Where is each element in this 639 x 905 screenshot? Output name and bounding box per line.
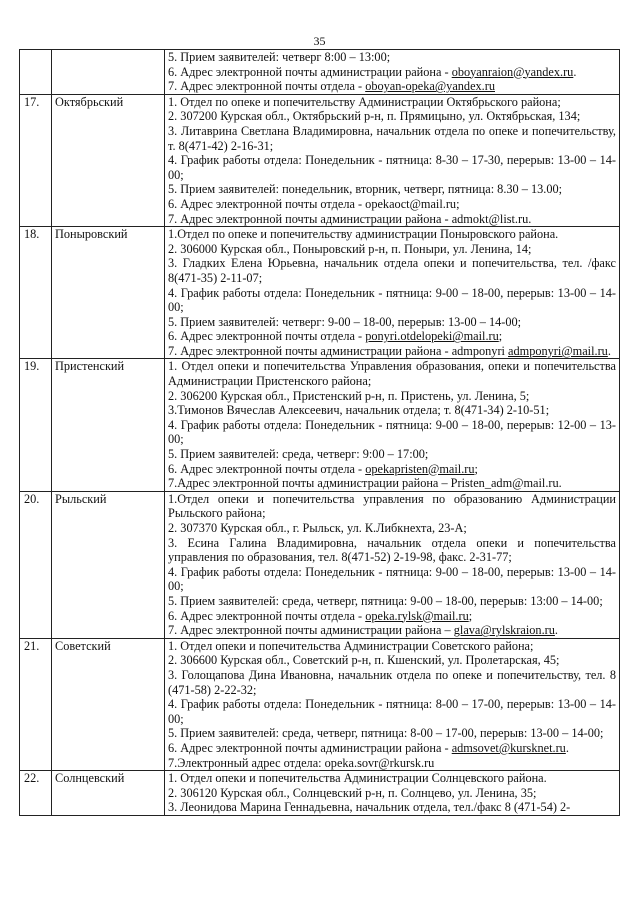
page-number: 35 <box>313 34 326 48</box>
district-name <box>52 50 165 95</box>
district-name: Солнцевский <box>52 771 165 816</box>
info-line: 5. Прием заявителей: четверг 8:00 – 13:00; <box>168 50 391 64</box>
info-line: 7. Адрес электронной почты администрации района - admponyri admponyri@mail.ru. <box>168 343 611 358</box>
row-number: 19. <box>20 359 52 491</box>
info-line: 1.Отдел опеки и попечительства управления по образованию Администрации Рыльского района; <box>168 491 616 521</box>
department-info <box>165 359 620 491</box>
department-info <box>165 94 620 226</box>
row-number: 20. <box>20 491 52 638</box>
email-link[interactable]: opekapristen@mail.ru <box>365 461 475 476</box>
info-line: 2. 307370 Курская обл., г. Рыльск, ул. К.Либкнехта, 23-А; <box>168 521 467 535</box>
row-number: 17. <box>20 94 52 226</box>
row-number: 22. <box>20 771 52 816</box>
table-row <box>20 771 620 816</box>
department-info <box>165 227 620 359</box>
district-name: Октябрьский <box>52 94 165 226</box>
info-line: 2. 306000 Курская обл., Поныровский р-н, п. Поныри, ул. Ленина, 14; <box>168 241 532 256</box>
info-line: 6. Адрес электронной почты отдела - opekaoct@mail.ru; <box>168 196 460 211</box>
table-row <box>20 491 620 638</box>
table-row <box>20 227 620 359</box>
info-line: 7.Адрес электронной почты администрации района – Pristen_adm@mail.ru. <box>168 476 562 491</box>
info-line: 6. Адрес электронной почты администрации района - admsovet@kursknet.ru. <box>168 740 569 755</box>
info-line: 2. 306120 Курская обл., Солнцевский р-н, п. Солнцево, ул. Ленина, 35; <box>168 785 537 800</box>
info-line: 1. Отдел опеки и попечительства Администрации Солнцевского района. <box>168 771 547 786</box>
table-row <box>20 359 620 491</box>
district-name: Пристенский <box>52 359 165 491</box>
email-link[interactable]: ponyri.otdelopeki@mail.ru <box>365 329 499 344</box>
info-line: 2. 307200 Курская обл., Октябрьский р-н, п. Прямицыно, ул. Октябрьская, 134; <box>168 109 581 124</box>
info-line: 4. График работы отдела: Понедельник - пятница: 9-00 – 18-00, перерыв: 13-00 – 14-00; <box>168 564 616 594</box>
info-line: 6. Адрес электронной почты отдела - opekapristen@mail.ru; <box>168 461 478 476</box>
info-line: 5. Прием заявителей: среда, четверг: 9:00 – 17:00; <box>168 447 429 462</box>
row-number: 21. <box>20 638 52 770</box>
info-line: 1. Отдел опеки и попечительства Администрации Советского района; <box>168 638 534 653</box>
info-line: 6. Адрес электронной почты администрации района - oboyanraion@yandex.ru. <box>168 64 577 79</box>
info-line: 2. 306200 Курская обл., Пристенский р-н, п. Пристень, ул. Ленина, 5; <box>168 388 530 403</box>
info-line: 7.Электронный адрес отдела: opeka.sovr@rkursk.ru <box>168 755 435 770</box>
department-info <box>165 638 620 770</box>
info-line: 5. Прием заявителей: среда, четверг, пятница: 8-00 – 17-00, перерыв: 13-00 – 14-00; <box>168 726 604 741</box>
district-name: Поныровский <box>52 227 165 359</box>
table-row <box>20 638 620 770</box>
info-line: 6. Адрес электронной почты отдела - opeka.rylsk@mail.ru; <box>168 608 473 623</box>
info-line: 1. Отдел по опеке и попечительству Администрации Октябрьского района; <box>168 94 561 109</box>
info-line: 3. Есина Галина Владимировна, начальник отдела опеки и попечительства управления по образования, тел. 8(471-52) 2-19-98, факс. 2-31-77; <box>168 535 616 565</box>
info-line: 3. Леонидова Марина Геннадьевна, начальник отдела, тел./факс 8 (471-54) 2- <box>168 800 571 815</box>
info-line: 7. Адрес электронной почты отдела - oboyan-opeka@yandex.ru <box>168 79 495 94</box>
row-number: 18. <box>20 227 52 359</box>
info-line: 4. График работы отдела: Понедельник - пятница: 9-00 – 18-00, перерыв: 13-00 – 14-00; <box>168 285 616 315</box>
info-line: 4. График работы отдела: Понедельник - пятница: 8-30 – 17-30, перерыв: 13-00 – 14-00; <box>168 153 616 182</box>
info-line: 7. Адрес электронной почты администрации района - admokt@list.ru. <box>168 211 532 226</box>
info-line: 3.Тимонов Вячеслав Алексеевич, начальник отдела; т. 8(471-34) 2-10-51; <box>168 403 550 418</box>
info-line: 4. График работы отдела: Понедельник - пятница: 9-00 – 18-00, перерыв: 12-00 – 13-00; <box>168 417 616 447</box>
table-row <box>20 94 620 226</box>
guardianship-departments-table <box>19 49 620 816</box>
info-line: 3. Голощапова Дина Ивановна, начальник отдела по опеке и попечительству, тел. 8 (471-58) 2-22-32; <box>168 667 616 697</box>
table-row <box>20 50 620 95</box>
district-name: Советский <box>52 638 165 770</box>
info-line: 3. Гладких Елена Юрьевна, начальник отдела опеки и попечительства, тел. /факс 8(471-35) 2-11-07; <box>168 256 616 285</box>
department-info <box>165 491 620 638</box>
info-line: 5. Прием заявителей: четверг: 9-00 – 18-00, перерыв: 13-00 – 14-00; <box>168 314 522 329</box>
info-line: 7. Адрес электронной почты администрации района – glava@rylskraion.ru. <box>168 623 558 638</box>
email-link[interactable]: opeka.rylsk@mail.ru <box>365 608 469 623</box>
info-line: 2. 306600 Курская обл., Советский р-н, п. Кшенский, ул. Пролетарская, 45; <box>168 653 560 668</box>
email-link[interactable]: admponyri@mail.ru <box>508 343 608 358</box>
info-line: 4. График работы отдела: Понедельник - пятница: 8-00 – 17-00, перерыв: 13-00 – 14-00; <box>168 697 616 726</box>
info-line: 1. Отдел опеки и попечительства Управления образования, опеки и попечительства Администрации Пристенского района; <box>168 359 616 389</box>
email-link[interactable]: admsovet@kursknet.ru <box>451 740 566 755</box>
department-info <box>165 771 620 816</box>
email-link[interactable]: oboyan-opeka@yandex.ru <box>365 79 495 94</box>
info-line: 5. Прием заявителей: среда, четверг, пятница: 9-00 – 18-00, перерыв: 13:00 – 14-00; <box>168 593 603 608</box>
info-line: 6. Адрес электронной почты отдела - ponyri.otdelopeki@mail.ru; <box>168 329 503 344</box>
info-line: 1.Отдел по опеке и попечительству администрации Поныровского района. <box>168 227 559 242</box>
department-info <box>165 50 620 95</box>
info-line: 3. Литаврина Светлана Владимировна, начальник отдела по опеке и попечительству, т. 8(471-42) 2-16-31; <box>168 123 616 153</box>
row-number <box>20 50 52 95</box>
info-line: 5. Прием заявителей: понедельник, вторник, четверг, пятница: 8.30 – 13.00; <box>168 182 563 197</box>
district-name: Рыльский <box>52 491 165 638</box>
email-link[interactable]: oboyanraion@yandex.ru <box>451 64 574 79</box>
email-link[interactable]: glava@rylskraion.ru <box>453 623 555 638</box>
